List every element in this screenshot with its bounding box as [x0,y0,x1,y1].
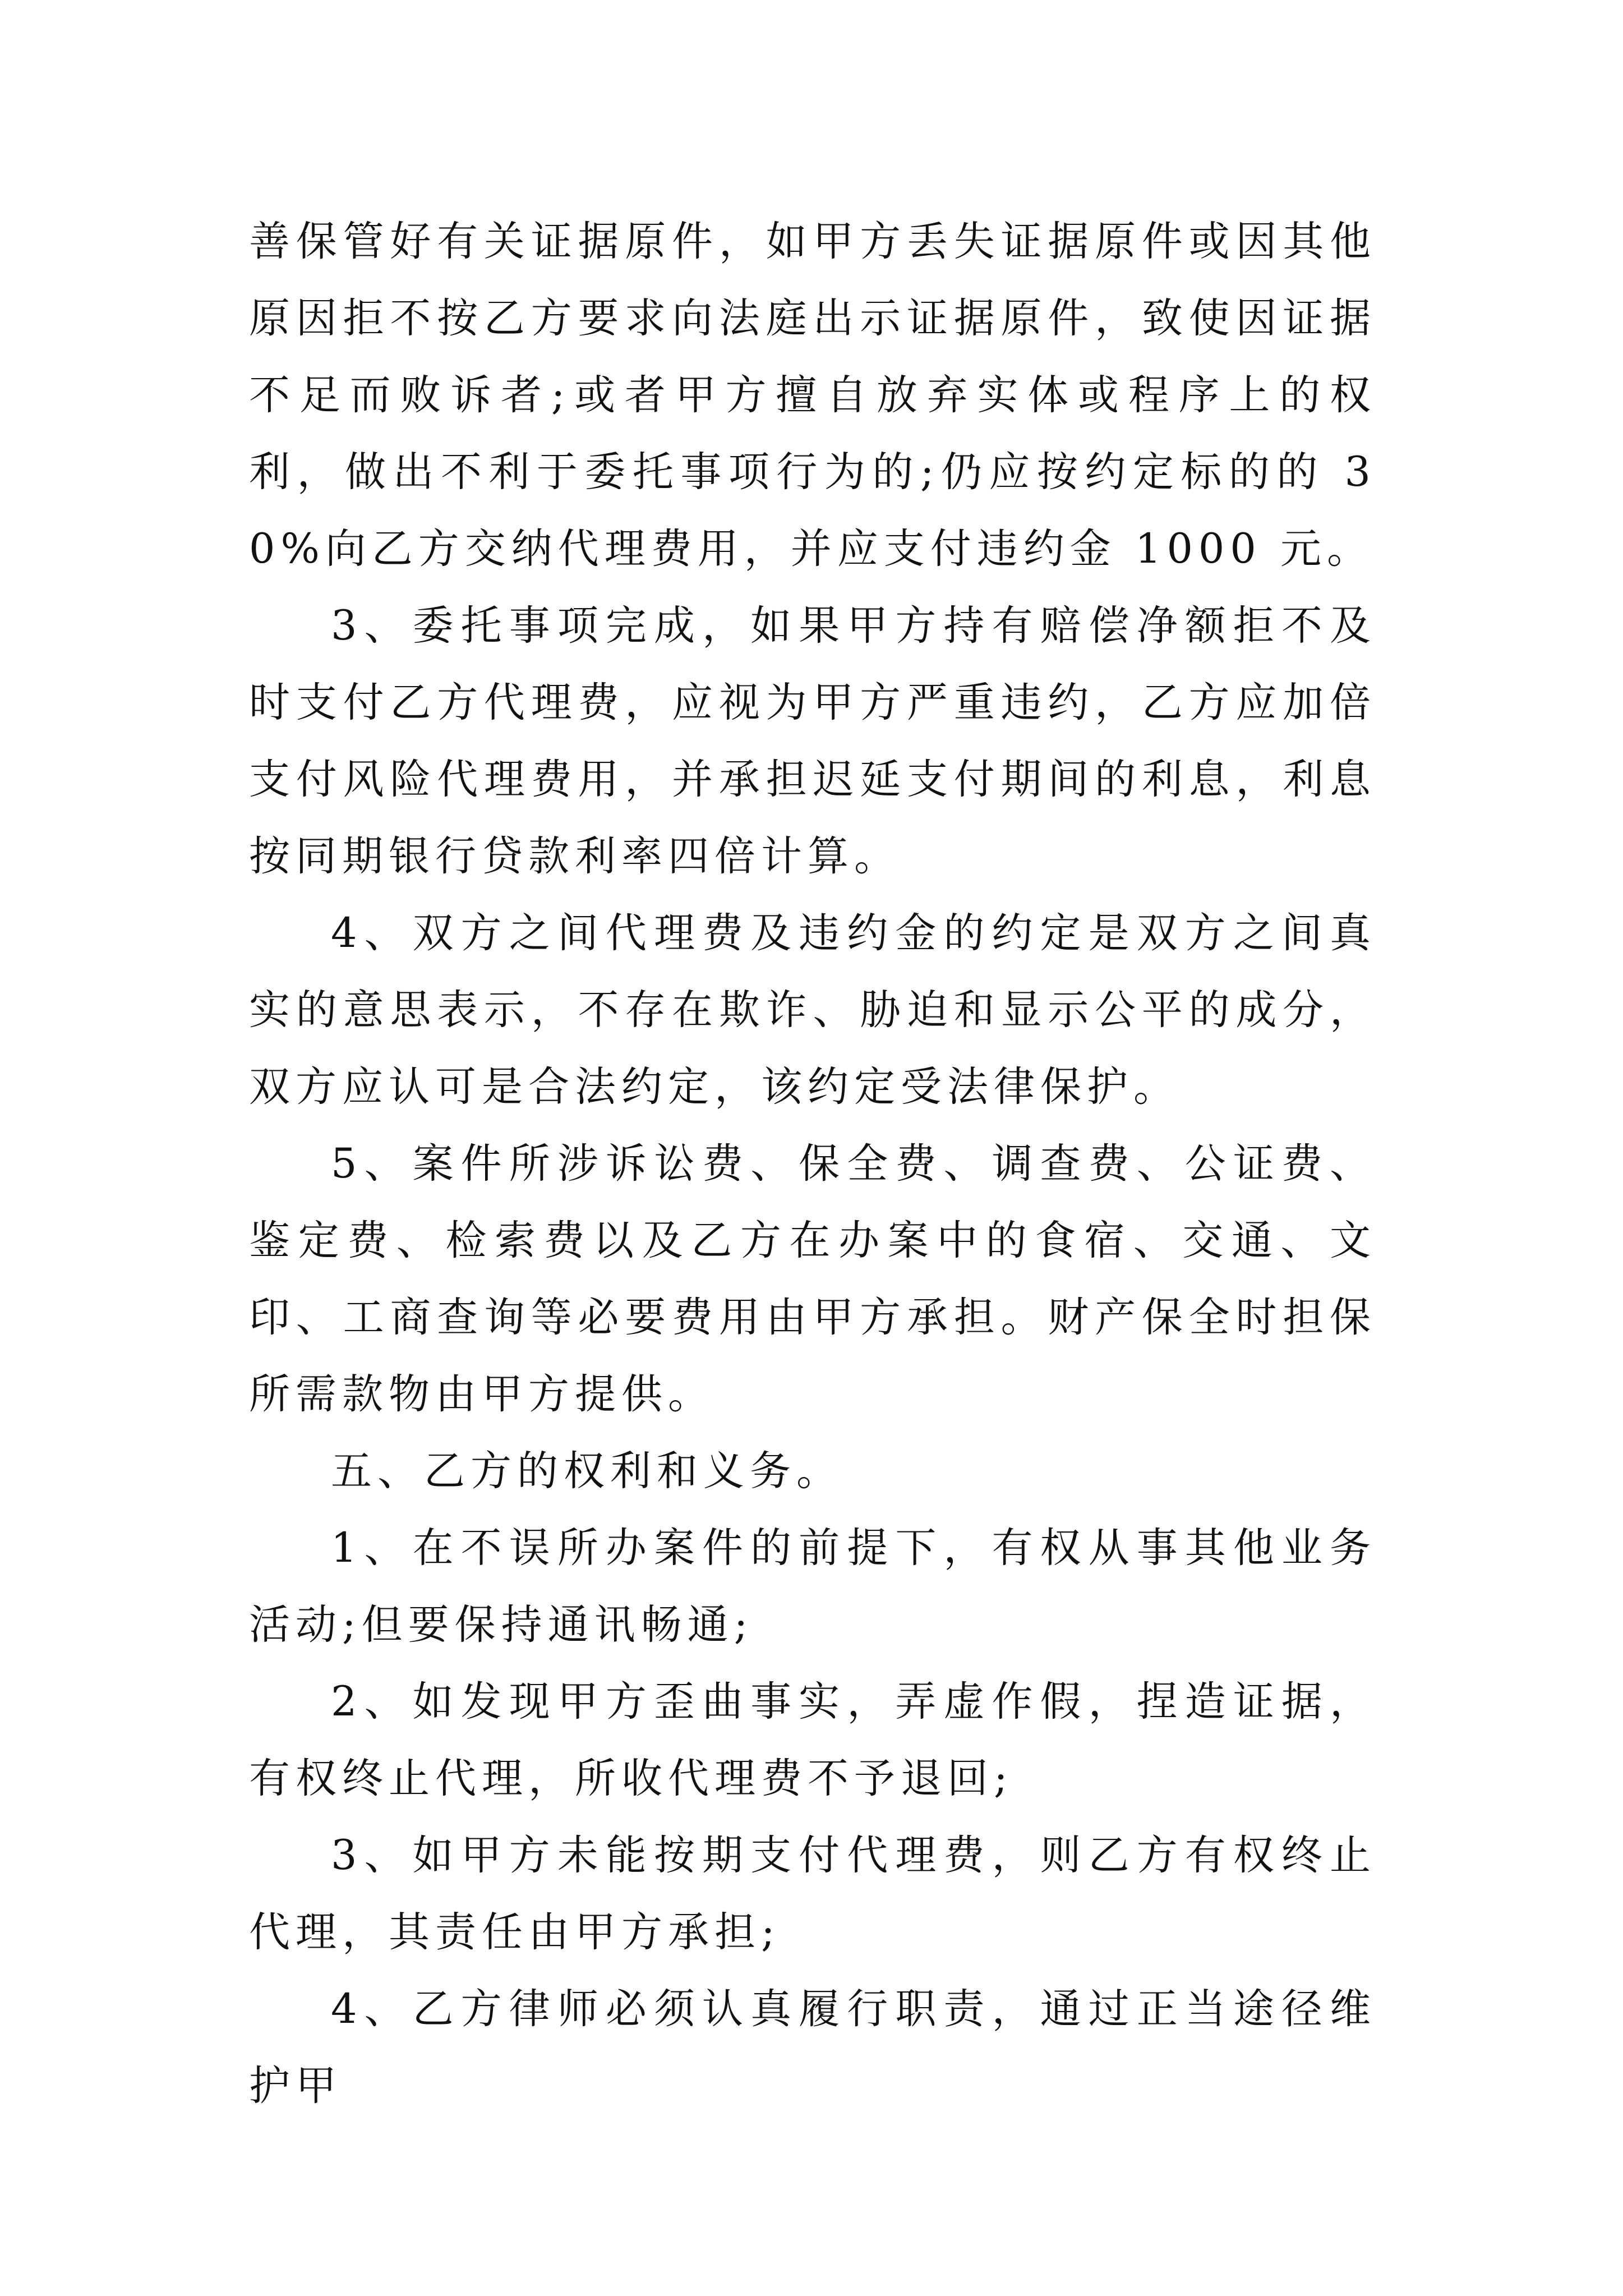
paragraph-b-clause-2: 2、如发现甲方歪曲事实，弄虚作假，捏造证据，有权终止代理，所收代理费不予退回; [249,1678,1376,1802]
paragraph-b-clause-1: 1、在不误所办案件的前提下，有权从事其他业务活动;但要保持通讯畅通; [249,1524,1376,1649]
paragraph-clause-5: 5、案件所涉诉讼费、保全费、调查费、公证费、鉴定费、检索费以及乙方在办案中的食宿、交通、文印、工商查询等必要费用由甲方承担。财产保全时担保所需款物由甲方提供。 [249,1140,1376,1418]
paragraph-clause-3: 3、委托事项完成，如果甲方持有赔偿净额拒不及时支付乙方代理费，应视为甲方严重违约，乙方应加倍支付风险代理费用，并承担迟延支付期间的利息，利息按同期银行贷款利率四倍计算。 [249,602,1376,880]
section-heading-party-b-rights: 五、乙方的权利和义务。 [331,1447,843,1495]
paragraph-clause-4: 4、双方之间代理费及违约金的约定是双方之间真实的意思表示，不存在欺诈、胁迫和显示公平的成分，双方应认可是合法约定，该约定受法律保护。 [249,909,1376,1111]
paragraph-b-clause-4: 4、乙方律师必须认真履行职责，通过正当途径维护甲 [249,1985,1376,2110]
document-body [249,203,1376,2124]
paragraph-b-clause-3: 3、如甲方未能按期支付代理费，则乙方有权终止代理，其责任由甲方承担; [249,1832,1376,1956]
paragraph-continuation: 善保管好有关证据原件，如甲方丢失证据原件或因其他原因拒不按乙方要求向法庭出示证据原件，致使因证据不足而败诉者;或者甲方擅自放弃实体或程序上的权利，做出不利于委托事项行为的;仍应按约定标的的 30%向乙方交纳代理费用，并应支付违约金 1000 元。 [249,218,1376,573]
